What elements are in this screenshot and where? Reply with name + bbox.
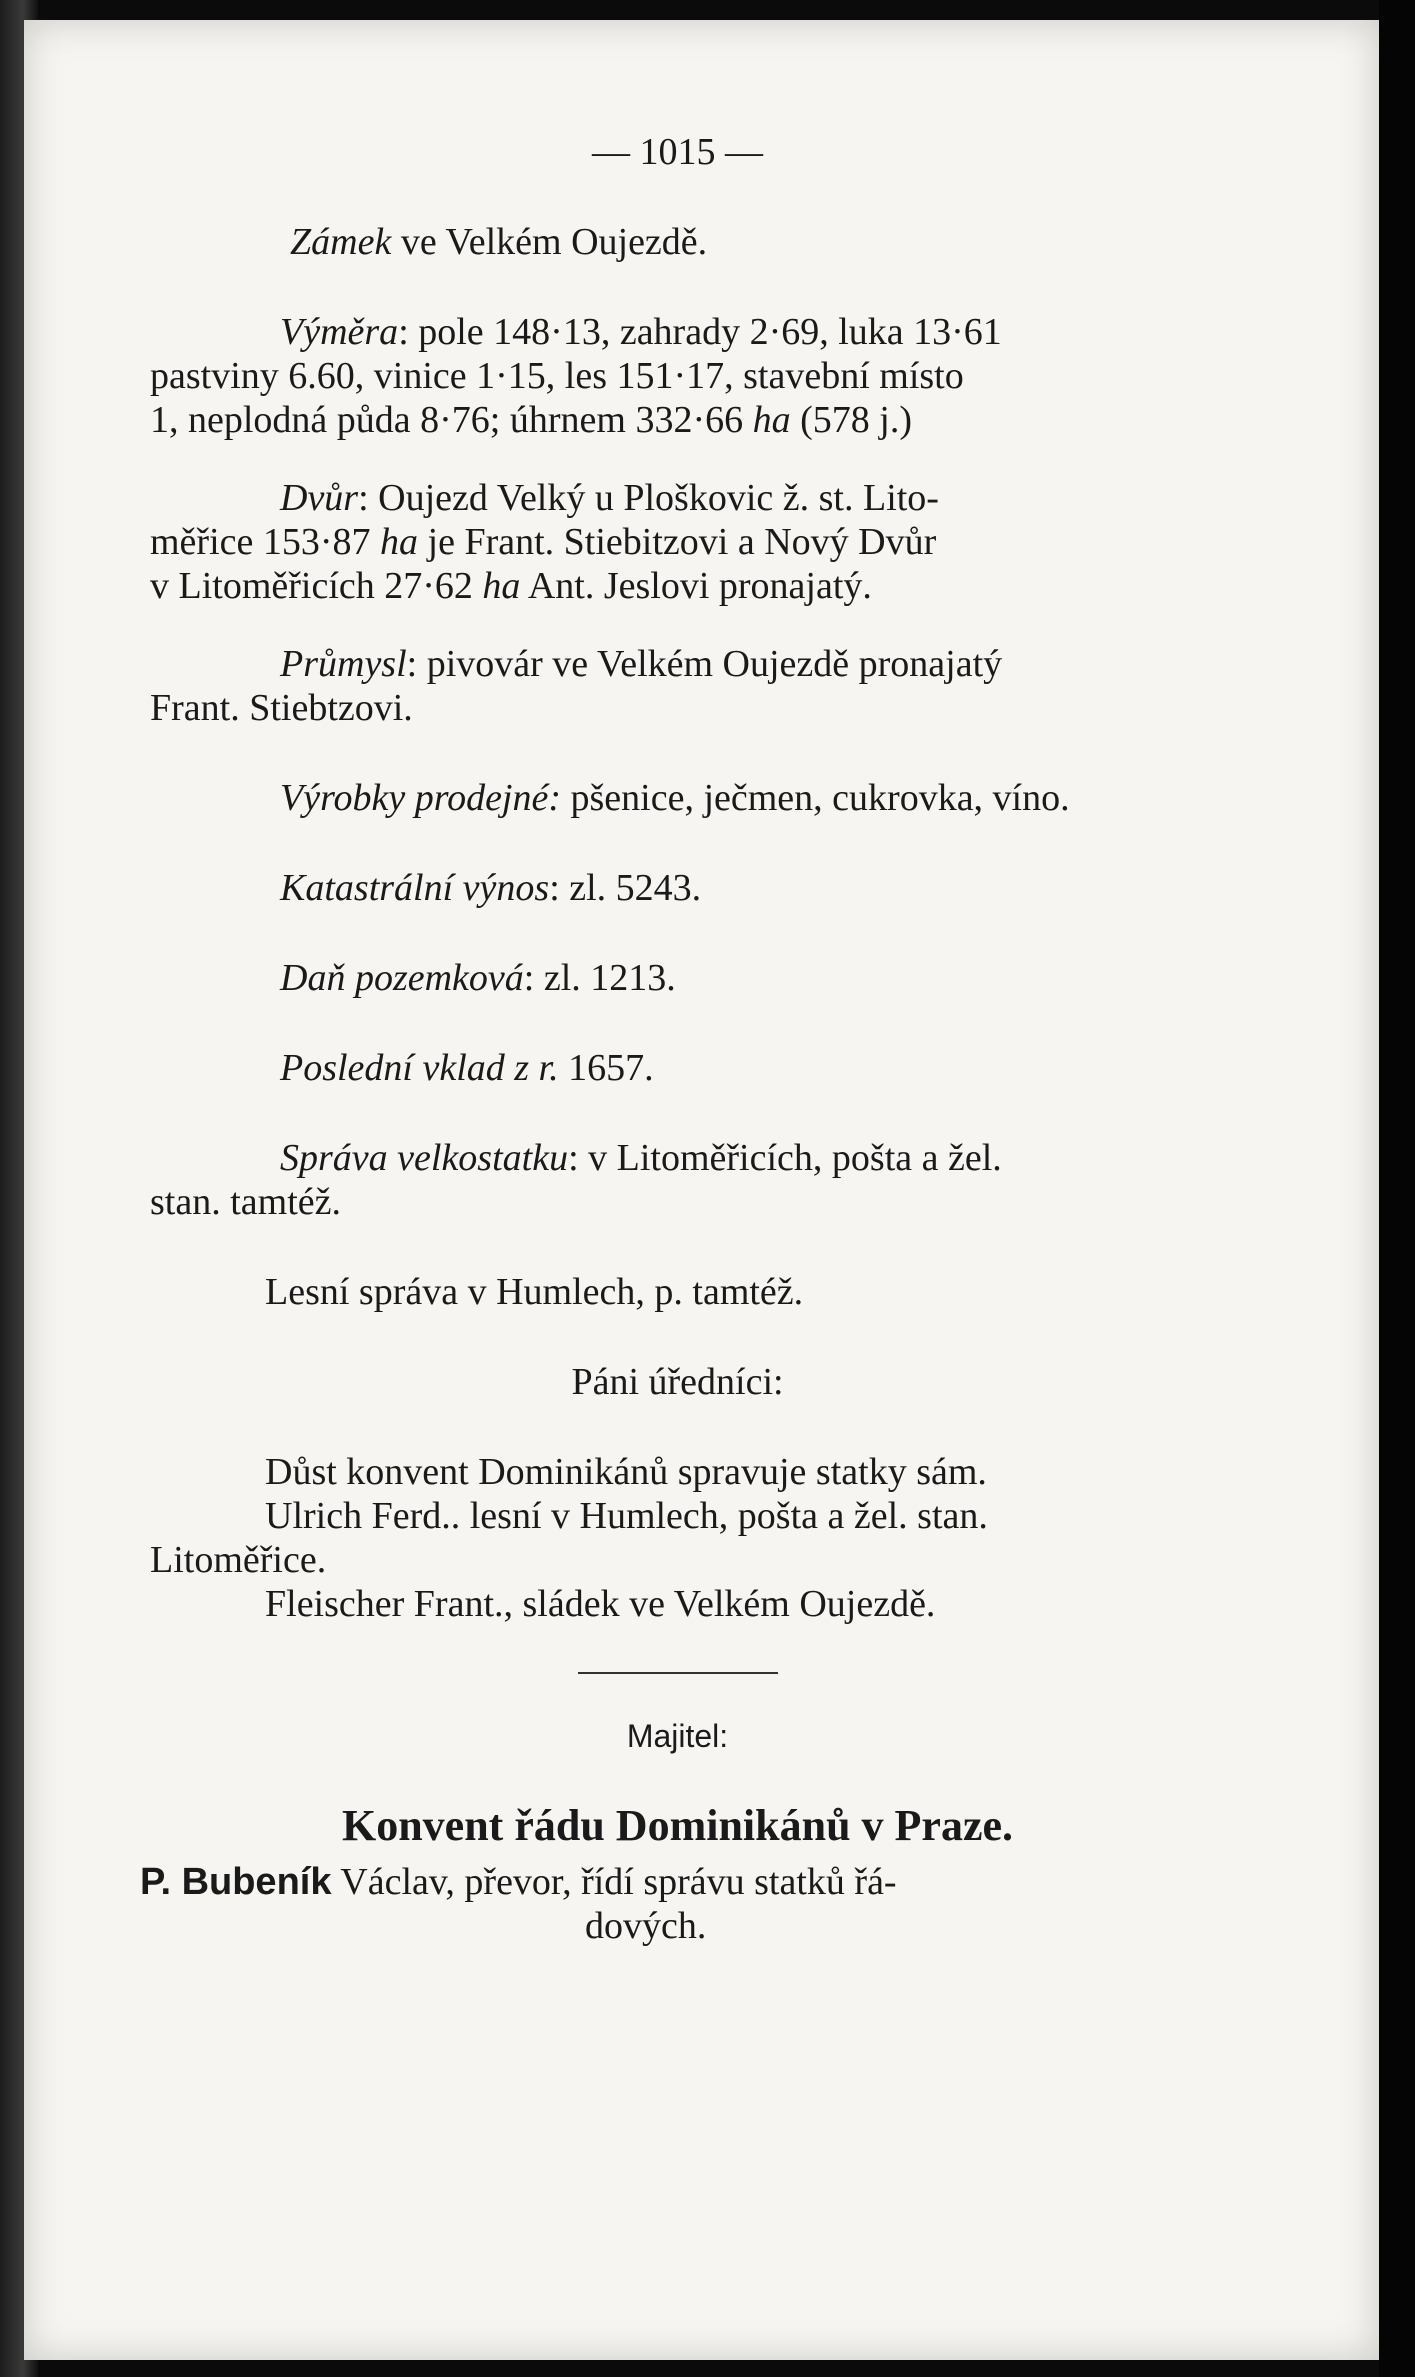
- dvur-text-3b: Ant. Jeslovi pronajatý.: [520, 565, 872, 607]
- vymera-text-3: 1, neplodná půda 8·76; úhrnem 332·66: [150, 399, 753, 441]
- urednici-heading: Páni úředníci:: [571, 1361, 784, 1403]
- prior-name: P. Bubeník: [140, 1861, 332, 1903]
- dvur-text-3a: v Litoměřicích 27·62: [150, 565, 483, 607]
- prumysl-text-1: : pivovár ve Velkém Oujezdě pronajatý: [406, 643, 1003, 685]
- sprava-line-2: stan. tamtéž.: [150, 1181, 341, 1223]
- sprava-text-1: : v Litoměřicích, pošta a žel.: [568, 1137, 1002, 1179]
- vyrobky-label: Výrobky prodejné:: [280, 777, 562, 819]
- dvur-line-3: [150, 564, 1205, 608]
- owner-name: Konvent řádu Dominikánů v Praze.: [341, 1801, 1014, 1850]
- sprava-line-1: [150, 1136, 1205, 1180]
- dvur-unit-1: ha: [380, 521, 419, 563]
- dvur-text-2b: je Frant. Stiebitzovi a Nový Dvůr: [418, 521, 937, 563]
- dvur-text-1: : Oujezd Velký u Ploškovic ž. st. Lito-: [358, 477, 939, 519]
- vymera-label: Výměra: [280, 311, 399, 353]
- vklad-value: 1657.: [558, 1047, 654, 1089]
- vymera-text-1: : pole 148·13, zahrady 2·69, luka 13·61: [398, 311, 1002, 353]
- urednici-list: [150, 1450, 1205, 1626]
- urednici-line-2: Ulrich Ferd.. lesní v Humlech, pošta a žel. stan.: [265, 1495, 988, 1537]
- dvur-line-1: [150, 476, 1205, 520]
- dan-value: : zl. 1213.: [523, 957, 676, 999]
- vymera-line-1: [150, 310, 1205, 354]
- dan-line: [150, 956, 1205, 1000]
- dan-label: Daň pozemková: [280, 957, 524, 999]
- vymera-line-2: pastviny 6.60, vinice 1·15, les 151·17, stavební místo: [150, 355, 964, 397]
- vymera-unit: ha: [752, 399, 791, 441]
- page-content: [140, 130, 1205, 1948]
- page-edge: [1379, 0, 1415, 2377]
- prumysl-paragraph: [150, 642, 1205, 730]
- vymera-line-3: [150, 398, 1205, 442]
- dvur-text-2a: měřice 153·87: [150, 521, 381, 563]
- katastralni-value: : zl. 5243.: [549, 867, 702, 909]
- dvur-label: Dvůr: [280, 477, 359, 519]
- urednici-line-3: Litoměřice.: [150, 1539, 327, 1581]
- estate-name: ve Velkém Oujezdě.: [391, 221, 708, 263]
- lesni-sprava: Lesní správa v Humlech, p. tamtéž.: [265, 1271, 804, 1313]
- prumysl-label: Průmysl: [280, 643, 407, 685]
- vklad-label: Poslední vklad z r.: [280, 1047, 559, 1089]
- vklad-line: [150, 1046, 1205, 1090]
- vymera-text-3-end: (578 j.): [790, 399, 912, 441]
- prior-line-1: [140, 1860, 1205, 1904]
- dvur-unit-2: ha: [482, 565, 521, 607]
- urednici-line-4: Fleischer Frant., sládek ve Velkém Oujezdě.: [265, 1583, 936, 1625]
- vymera-paragraph: [150, 310, 1205, 442]
- majitel-heading: Majitel:: [626, 1718, 729, 1754]
- vyrobky-value: pšenice, ječmen, cukrovka, víno.: [561, 777, 1070, 819]
- katastralni-label: Katastrální výnos: [280, 867, 550, 909]
- prior-paragraph: [140, 1860, 1205, 1948]
- dvur-paragraph: [150, 476, 1205, 608]
- prior-text-1: Václav, převor, řídí správu statků řá-: [331, 1861, 897, 1903]
- dvur-line-2: [150, 520, 1205, 564]
- prumysl-line-1: [150, 642, 1205, 686]
- section-divider: [578, 1672, 778, 1674]
- urednici-line-1: Důst konvent Dominikánů spravuje statky sám.: [265, 1451, 987, 1493]
- prior-line-2: dových.: [585, 1905, 707, 1947]
- prumysl-line-2: Frant. Stiebtzovi.: [150, 687, 413, 729]
- sprava-paragraph: [150, 1136, 1205, 1224]
- katastralni-line: [150, 866, 1205, 910]
- page-number: — 1015 —: [592, 131, 763, 173]
- sprava-label: Správa velkostatku: [280, 1137, 569, 1179]
- estate-heading: [150, 220, 1205, 264]
- vyrobky-line: [150, 776, 1205, 820]
- estate-label: Zámek: [290, 221, 392, 263]
